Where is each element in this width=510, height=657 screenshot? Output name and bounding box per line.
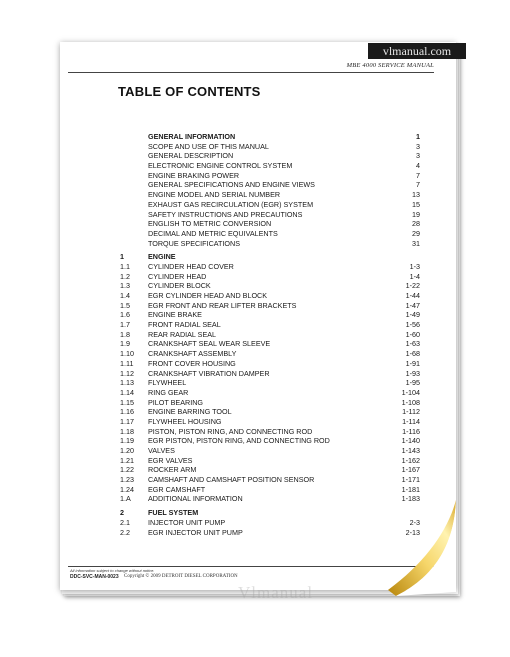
toc-row	[120, 427, 420, 437]
toc-row	[120, 378, 420, 388]
toc-entry-title: GENERAL INFORMATION	[148, 132, 236, 141]
toc-page-number: 1-114	[402, 416, 420, 426]
toc-entry-title: FLYWHEEL	[148, 378, 187, 388]
copyright: Copyright © 2009 DETROIT DIESEL CORPORATION	[124, 574, 238, 579]
toc-entry-title: CRANKSHAFT VIBRATION DAMPER	[148, 368, 270, 378]
dot-leader	[270, 291, 400, 301]
toc-row	[120, 200, 420, 210]
toc-number: 1.12	[120, 368, 134, 378]
dot-leader	[235, 407, 396, 417]
toc-entry-title: ENGINE BRAKING POWER	[148, 170, 240, 180]
toc-row	[120, 151, 420, 161]
toc-number: 1.14	[120, 387, 134, 397]
dot-leader	[242, 171, 410, 181]
toc-number: 1.11	[120, 358, 134, 368]
toc-row	[120, 359, 420, 369]
toc-page-number: 1-108	[401, 397, 420, 407]
toc-page-number: 2-13	[405, 527, 420, 537]
toc-number: 1.6	[120, 310, 130, 320]
dot-leader	[237, 262, 404, 272]
toc-entry-title: ELECTRONIC ENGINE CONTROL SYSTEM	[148, 161, 293, 171]
toc-page-number: 1-22	[405, 281, 420, 291]
toc-page-number: 1-140	[401, 436, 420, 446]
toc-number: 1.9	[120, 339, 130, 349]
toc-page-number: 1-171	[401, 475, 420, 485]
toc-page-number: 1-4	[409, 271, 420, 281]
toc-number: 1.22	[120, 465, 134, 475]
toc-entry-title: EGR CAMSHAFT	[148, 484, 206, 494]
toc-row	[120, 219, 420, 229]
toc-entry-title: FLYWHEEL HOUSING	[148, 416, 222, 426]
toc-number: 1.13	[120, 378, 134, 388]
dot-leader	[283, 190, 406, 200]
toc-list	[120, 132, 420, 537]
toc-entry-title: SAFETY INSTRUCTIONS AND PRECAUTIONS	[148, 209, 303, 219]
page-curl-icon	[388, 500, 468, 600]
toc-row	[120, 446, 420, 456]
toc-entry-title: ROCKER ARM	[148, 465, 197, 475]
dot-leader	[191, 388, 396, 398]
dot-leader	[273, 339, 400, 349]
toc-page-number: 1-3	[409, 261, 420, 271]
toc-number: 2	[120, 508, 124, 518]
site-watermark: vlmanual.com	[368, 43, 466, 59]
toc-row	[120, 281, 420, 291]
toc-number: 1.15	[120, 397, 134, 407]
toc-page-number: 31	[412, 238, 420, 248]
toc-page-number: 1	[416, 132, 420, 141]
toc-number: 1.A	[120, 494, 131, 504]
toc-entry-title: ADDITIONAL INFORMATION	[148, 494, 243, 504]
toc-entry-title: FUEL SYSTEM	[148, 508, 199, 518]
dot-leader	[274, 219, 406, 229]
toc-number: 1.8	[120, 329, 130, 339]
toc-entry-title: EGR VALVES	[148, 455, 193, 465]
toc-entry-title: ENGINE BRAKE	[148, 310, 202, 320]
toc-entry-title: CYLINDER BLOCK	[148, 281, 211, 291]
toc-row	[120, 456, 420, 466]
dot-leader	[195, 456, 396, 466]
toc-page-number: 1-116	[402, 426, 420, 436]
toc-row	[120, 239, 420, 249]
footer-rule	[68, 566, 434, 567]
toc-number: 1.19	[120, 436, 134, 446]
dot-leader	[243, 239, 406, 249]
dot-leader	[315, 427, 396, 437]
toc-row	[120, 388, 420, 398]
dot-leader	[209, 272, 404, 282]
header-rule	[68, 72, 434, 73]
toc-row	[120, 369, 420, 379]
toc-row	[120, 398, 420, 408]
dot-leader	[189, 378, 400, 388]
toc-page-number: 1-91	[405, 358, 420, 368]
toc-entry-title: ENGLISH TO METRIC CONVERSION	[148, 219, 272, 229]
dot-leader	[214, 281, 400, 291]
toc-entry-title: EGR FRONT AND REAR LIFTER BRACKETS	[148, 300, 297, 310]
dot-leader	[333, 436, 396, 446]
toc-entry-title: GENERAL DESCRIPTION	[148, 151, 234, 161]
toc-entry-title: REAR RADIAL SEAL	[148, 329, 217, 339]
toc-entry-title: CAMSHAFT AND CAMSHAFT POSITION SENSOR	[148, 475, 315, 485]
toc-entry-title: GENERAL SPECIFICATIONS AND ENGINE VIEWS	[148, 180, 315, 190]
toc-page-number: 19	[412, 209, 420, 219]
toc-number: 1.5	[120, 300, 130, 310]
toc-row	[120, 252, 420, 262]
toc-page-number: 2-3	[409, 517, 420, 527]
toc-row	[120, 465, 420, 475]
dot-leader	[246, 528, 400, 538]
toc-row	[120, 291, 420, 301]
toc-page-number: 29	[412, 228, 420, 238]
toc-row	[120, 494, 420, 504]
toc-row	[120, 407, 420, 417]
toc-page-number: 1-162	[401, 455, 420, 465]
dot-leader	[238, 132, 410, 142]
toc-entry-title: EXHAUST GAS RECIRCULATION (EGR) SYSTEM	[148, 199, 314, 209]
toc-row	[120, 508, 420, 518]
toc-entry-title: EGR CYLINDER HEAD AND BLOCK	[148, 291, 268, 300]
toc-number: 1.18	[120, 426, 134, 436]
toc-row	[120, 475, 420, 485]
dot-leader	[281, 229, 406, 239]
toc-number: 1.21	[120, 455, 134, 465]
toc-page-number: 1-143	[401, 446, 420, 455]
toc-row	[120, 190, 420, 200]
toc-entry-title: VALVES	[148, 446, 175, 455]
toc-entry-title: ENGINE BARRING TOOL	[148, 407, 232, 417]
toc-row	[120, 272, 420, 282]
toc-number: 1.7	[120, 320, 130, 330]
toc-title: TABLE OF CONTENTS	[118, 84, 261, 99]
toc-page-number: 15	[412, 199, 420, 209]
toc-entry-title: RING GEAR	[148, 387, 189, 397]
toc-entry-title: CRANKSHAFT SEAL WEAR SLEEVE	[148, 339, 271, 349]
toc-row	[120, 528, 420, 538]
dot-leader	[299, 301, 400, 311]
toc-row	[120, 142, 420, 152]
toc-entry-title: CYLINDER HEAD COVER	[148, 261, 234, 271]
toc-entry-title: PISTON, PISTON RING, AND CONNECTING ROD	[148, 426, 313, 436]
toc-row	[120, 436, 420, 446]
toc-row	[120, 417, 420, 427]
toc-entry-title: EGR INJECTOR UNIT PUMP	[148, 527, 243, 537]
toc-number: 1.3	[120, 281, 130, 291]
toc-page-number: 13	[412, 190, 420, 200]
toc-entry-title: CRANKSHAFT ASSEMBLY	[148, 349, 237, 359]
dot-leader	[224, 417, 396, 427]
toc-number: 1.10	[120, 349, 134, 359]
toc-page-number: 3	[416, 151, 420, 161]
toc-entry-title: DECIMAL AND METRIC EQUIVALENTS	[148, 228, 278, 238]
toc-number: 2.1	[120, 517, 130, 527]
toc-entry-title: EGR PISTON, PISTON RING, AND CONNECTING ROD	[148, 436, 330, 446]
dot-leader	[224, 320, 400, 330]
toc-page-number: 1-47	[405, 300, 420, 310]
toc-page-number: 7	[416, 170, 420, 180]
toc-entry-title: FRONT COVER HOUSING	[148, 358, 236, 368]
toc-row	[120, 161, 420, 171]
toc-row	[120, 301, 420, 311]
toc-row	[120, 180, 420, 190]
dot-leader	[228, 518, 404, 528]
manual-title: MBE 4000 SERVICE MANUAL	[346, 62, 434, 69]
dot-leader	[239, 359, 400, 369]
toc-entry-title: CYLINDER HEAD	[148, 271, 207, 281]
toc-page-number: 1-68	[405, 349, 420, 359]
toc-entry-title: FRONT RADIAL SEAL	[148, 320, 221, 330]
toc-row	[120, 330, 420, 340]
toc-number: 1.2	[120, 271, 130, 281]
toc-page-number: 1-95	[405, 378, 420, 388]
toc-number: 1.17	[120, 416, 134, 426]
toc-number: 1.1	[120, 261, 130, 271]
doc-number: DDC-SVC-MAN-0023	[70, 574, 119, 580]
dot-leader	[178, 446, 396, 456]
toc-page-number: 1-181	[401, 484, 420, 494]
toc-row	[120, 310, 420, 320]
toc-page-number: 1-104	[401, 387, 420, 397]
toc-entry-title: INJECTOR UNIT PUMP	[148, 517, 226, 527]
toc-number: 1.16	[120, 407, 134, 417]
toc-page-number: 28	[412, 219, 420, 229]
toc-number: 1.4	[120, 291, 130, 300]
page-watermark: Vlmanual	[238, 583, 314, 602]
dot-leader	[246, 494, 396, 504]
toc-row	[120, 262, 420, 272]
toc-row	[120, 349, 420, 359]
toc-page-number: 1-44	[405, 291, 420, 300]
toc-number: 1.24	[120, 484, 134, 494]
toc-page-number: 1-63	[405, 339, 420, 349]
footer-note: All information subject to change without notice.	[70, 568, 155, 573]
toc-number: 2.2	[120, 527, 130, 537]
dot-leader	[317, 475, 396, 485]
toc-entry-title: SCOPE AND USE OF THIS MANUAL	[148, 141, 269, 151]
toc-page-number: 3	[416, 141, 420, 151]
toc-entry-title: PILOT BEARING	[148, 397, 203, 407]
toc-number: 1.23	[120, 475, 134, 485]
toc-page-number: 1-112	[402, 407, 420, 417]
dot-leader	[219, 330, 400, 340]
toc-row	[120, 485, 420, 495]
toc-page-number: 1-56	[405, 320, 420, 330]
toc-page-number: 1-49	[405, 310, 420, 320]
toc-page-number: 7	[416, 180, 420, 190]
dot-leader	[206, 398, 396, 408]
toc-row	[120, 518, 420, 528]
toc-page-number: 1-167	[401, 465, 420, 475]
toc-row	[120, 210, 420, 220]
toc-entry-title: ENGINE MODEL AND SERIAL NUMBER	[148, 190, 281, 200]
dot-leader	[199, 465, 396, 475]
toc-page-number: 4	[416, 161, 420, 171]
toc-entry-title: ENGINE	[148, 252, 176, 262]
toc-page-number: 1-60	[405, 329, 420, 339]
toc-row	[120, 132, 420, 142]
toc-number: 1.20	[120, 446, 134, 455]
toc-row	[120, 320, 420, 330]
toc-row	[120, 229, 420, 239]
dot-leader	[208, 485, 396, 495]
toc-entry-title: TORQUE SPECIFICATIONS	[148, 238, 240, 248]
dot-leader	[205, 310, 400, 320]
toc-number: 1	[120, 252, 124, 262]
dot-leader	[236, 151, 410, 161]
toc-page-number: 1-93	[405, 368, 420, 378]
toc-row	[120, 339, 420, 349]
toc-page-number: 1-183	[401, 494, 420, 504]
dot-leader	[239, 349, 400, 359]
toc-row	[120, 171, 420, 181]
dot-leader	[273, 369, 400, 379]
